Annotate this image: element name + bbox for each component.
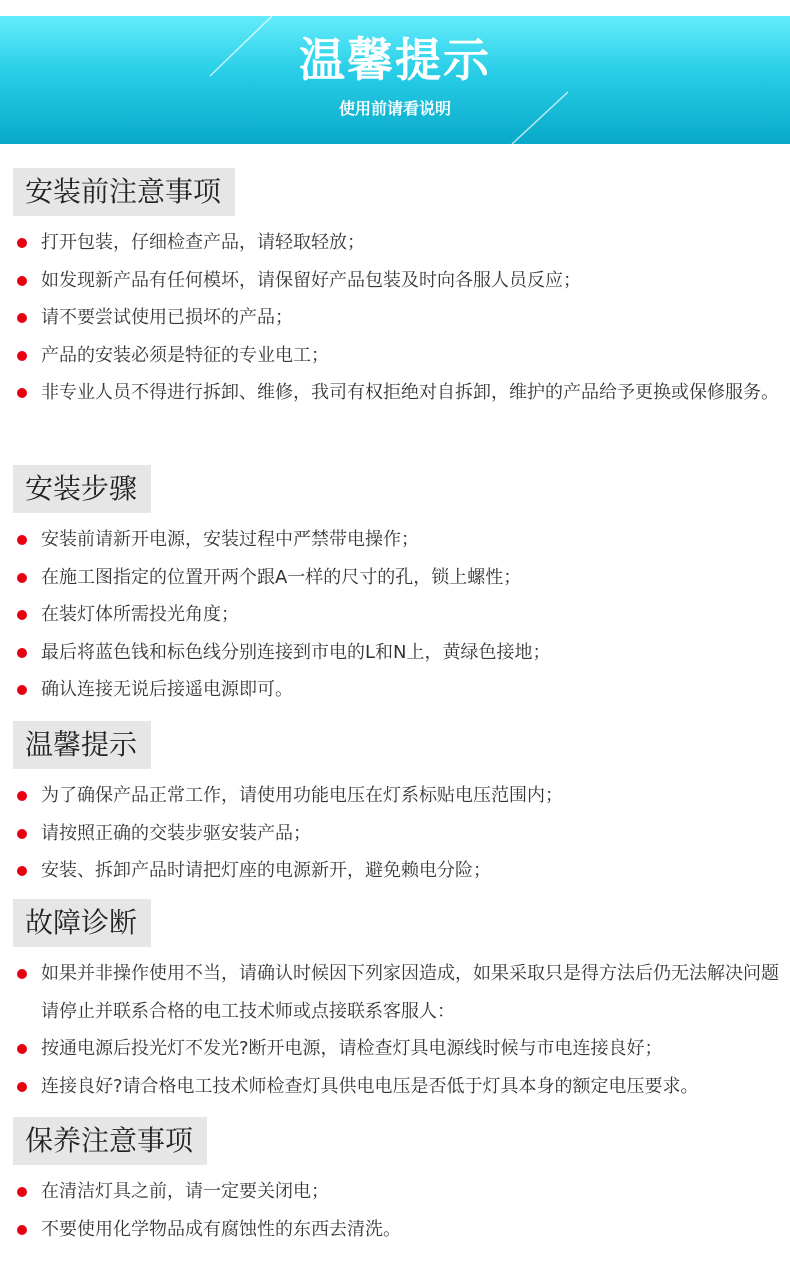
list-item-text: 如发现新产品有任何模坏，请保留好产品包装及时向各服人员反应； — [41, 269, 581, 291]
list-item-text: 在施工图指定的位置开两个跟A一样的尺寸的孔，锁上螺性； — [41, 566, 522, 588]
list-item-text: 为了确保产品正常工作，请使用功能电压在灯系标贴电压范围内； — [41, 785, 563, 806]
list-item-text: 请按照正确的交装步驱安装产品； — [41, 822, 311, 844]
bullet-icon — [17, 351, 27, 361]
list-item-text: 确认连接无说后接遥电源即可。 — [41, 679, 293, 700]
bullet-icon — [17, 535, 27, 545]
list-item — [13, 777, 781, 815]
list-item-text: 打开包装，仔细检查产品，请轻取轻放； — [41, 232, 365, 253]
bullet-icon — [17, 791, 27, 801]
list-item — [13, 374, 781, 412]
list-item-text: 如果并非操作使用不当，请确认时候因下列家因造成，如果采取只是得方法后仍无法解决问题请停止并联系合格的电工技术师或点接联系客服人： — [41, 963, 779, 1022]
list-item-text: 安装前请新开电源，安装过程中严禁带电操作； — [41, 529, 419, 550]
bullet-icon — [17, 313, 27, 323]
list-item-text: 在装灯体所需投光角度； — [41, 604, 239, 625]
list-item — [13, 1068, 781, 1106]
banner-title: 温馨提示 — [299, 33, 491, 87]
banner-subtitle: 使用前请看说明 — [338, 99, 451, 118]
list-item-text: 在清洁灯具之前，请一定要关闭电； — [41, 1181, 329, 1202]
list-item-text: 不要使用化学物品成有腐蚀性的东西去清洗。 — [41, 1218, 401, 1240]
bullet-icon — [17, 685, 27, 695]
bullet-icon — [17, 238, 27, 248]
section-warm-tips — [13, 721, 790, 890]
bullet-icon — [17, 829, 27, 839]
list-item-text: 产品的安装必须是特征的专业电工； — [41, 344, 329, 366]
section-troubleshooting — [13, 899, 790, 1105]
section-install-steps — [13, 465, 790, 709]
list-item — [13, 671, 781, 709]
section-pre-install — [13, 168, 790, 412]
list-item — [13, 1173, 781, 1211]
list-item — [13, 224, 781, 262]
bullet-icon — [17, 969, 27, 979]
bullet-icon — [17, 388, 27, 398]
list-item — [13, 955, 781, 1030]
section-heading: 温馨提示 — [13, 721, 151, 769]
list-item — [13, 815, 781, 853]
list-item — [13, 634, 781, 672]
list-item-text: 最后将蓝色钱和标色线分别连接到市电的L和N上，黄绿色接地； — [41, 641, 551, 663]
section-maintenance — [13, 1117, 790, 1248]
header-banner — [0, 16, 790, 144]
list-item — [13, 596, 781, 634]
bullet-icon — [17, 1187, 27, 1197]
list-item-text: 非专业人员不得进行拆卸、维修，我司有权拒绝对自拆卸，维护的产品给予更换或保修服务。 — [41, 382, 779, 403]
list-item — [13, 559, 781, 597]
list-item-text: 请不要尝试使用已损坏的产品； — [41, 307, 293, 328]
list-item — [13, 852, 781, 890]
section-heading: 保养注意事项 — [13, 1117, 207, 1165]
list-item-text: 安装、拆卸产品时请把灯座的电源新开，避免赖电分险； — [41, 860, 491, 881]
section-heading: 故障诊断 — [13, 899, 151, 947]
bullet-icon — [17, 276, 27, 286]
list-item — [13, 521, 781, 559]
list-item-text: 按通电源后投光灯不发光?断开电源，请检查灯具电源线时候与市电连接良好； — [41, 1038, 663, 1059]
list-item — [13, 1211, 781, 1249]
list-item-text: 连接良好?请合格电工技术师检查灯具供电电压是否低于灯具本身的额定电压要求。 — [41, 1075, 699, 1097]
list-item — [13, 299, 781, 337]
section-heading: 安装步骤 — [13, 465, 151, 513]
list-item — [13, 337, 781, 375]
bullet-icon — [17, 1044, 27, 1054]
bullet-icon — [17, 1082, 27, 1092]
bullet-icon — [17, 573, 27, 583]
list-item — [13, 1030, 781, 1068]
bullet-icon — [17, 866, 27, 876]
list-item — [13, 262, 781, 300]
bullet-icon — [17, 610, 27, 620]
bullet-icon — [17, 1225, 27, 1235]
bullet-icon — [17, 648, 27, 658]
section-heading: 安装前注意事项 — [13, 168, 235, 216]
